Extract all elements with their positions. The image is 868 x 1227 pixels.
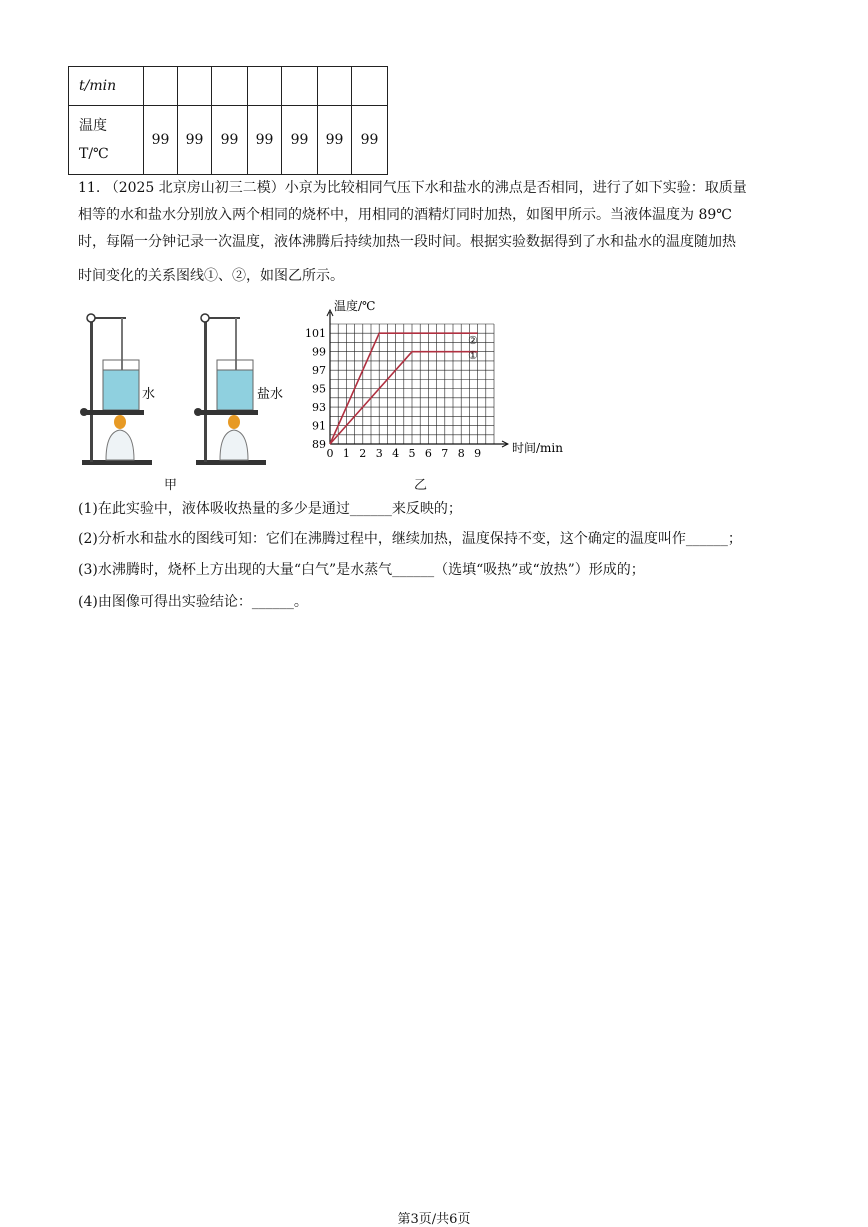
y-tick-label: 101 — [305, 327, 326, 341]
table-row-time — [69, 67, 388, 106]
data-table — [68, 66, 388, 175]
table-cell: 99 — [352, 106, 388, 175]
caption-yi: 乙 — [414, 478, 428, 493]
sub-question-1: (1)在此实验中，液体吸收热量的多少是通过______来反映的； — [78, 501, 462, 517]
sub-question-2: (2)分析水和盐水的图线可知：它们在沸腾过程中，继续加热，温度保持不变，这个确定的温度叫作______； — [78, 531, 742, 547]
x-tick-label: 9 — [474, 447, 482, 460]
label-water: 水 — [142, 387, 156, 402]
x-tick-label: 8 — [457, 447, 465, 460]
x-tick-label: 1 — [342, 447, 350, 460]
table-cell: 99 — [144, 106, 178, 175]
caption-jia: 甲 — [164, 478, 178, 493]
x-tick-label: 7 — [441, 447, 449, 460]
y-tick-label: 95 — [312, 382, 326, 396]
line-label-2: ② — [468, 334, 478, 347]
line-label-1: ① — [468, 349, 478, 362]
question-line-2: 相等的水和盐水分别放入两个相同的烧杯中，用相同的酒精灯同时加热，如图甲所示。当液体温度为 89℃ — [78, 207, 732, 223]
x-tick-label: 4 — [392, 447, 400, 460]
y-tick-label: 93 — [312, 401, 326, 415]
apparatus-figure — [76, 300, 296, 470]
question-line-1: 11. （2025 北京房山初三二模）小京为比较相同气压下水和盐水的沸点是否相同，进行了如下实验：取质量 — [78, 180, 747, 196]
chart-grid — [327, 310, 508, 447]
table-row-temperature — [69, 106, 388, 175]
y-axis-label: 温度/℃ — [334, 299, 376, 313]
label-salt-water: 盐水 — [257, 387, 284, 402]
table-cell: 99 — [248, 106, 282, 175]
x-tick-label: 2 — [359, 447, 367, 460]
table-cell: 99 — [318, 106, 352, 175]
x-tick-label: 3 — [375, 447, 383, 460]
y-tick-label: 91 — [312, 419, 326, 433]
table-header-temperature: 温度 T/℃ — [69, 106, 144, 175]
page-footer: 第3页/共6页 — [397, 1212, 471, 1227]
table-cell: 99 — [282, 106, 318, 175]
table-cell: 99 — [178, 106, 212, 175]
x-tick-label: 6 — [424, 447, 432, 460]
question-line-4: 时间变化的关系图线①、②，如图乙所示。 — [78, 268, 344, 284]
table-header-time: t/min — [69, 67, 144, 106]
y-tick-label: 97 — [312, 364, 326, 378]
stand-salt-water — [194, 314, 266, 465]
table-cell: 99 — [212, 106, 248, 175]
x-tick-label: 0 — [326, 447, 334, 460]
x-tick-label: 5 — [408, 447, 416, 460]
temperature-chart — [300, 296, 575, 466]
sub-question-3: (3)水沸腾时，烧杯上方出现的大量“白气”是水蒸气______（选填“吸热”或“放热”）形成的； — [78, 562, 645, 578]
x-axis-label: 时间/min — [512, 441, 563, 455]
question-line-3: 时，每隔一分钟记录一次温度，液体沸腾后持续加热一段时间。根据实验数据得到了水和盐水的温度随加热 — [78, 234, 736, 250]
y-tick-label: 99 — [312, 345, 326, 359]
y-tick-label: 89 — [312, 438, 326, 451]
sub-question-4: (4)由图像可得出实验结论：______。 — [78, 594, 308, 610]
